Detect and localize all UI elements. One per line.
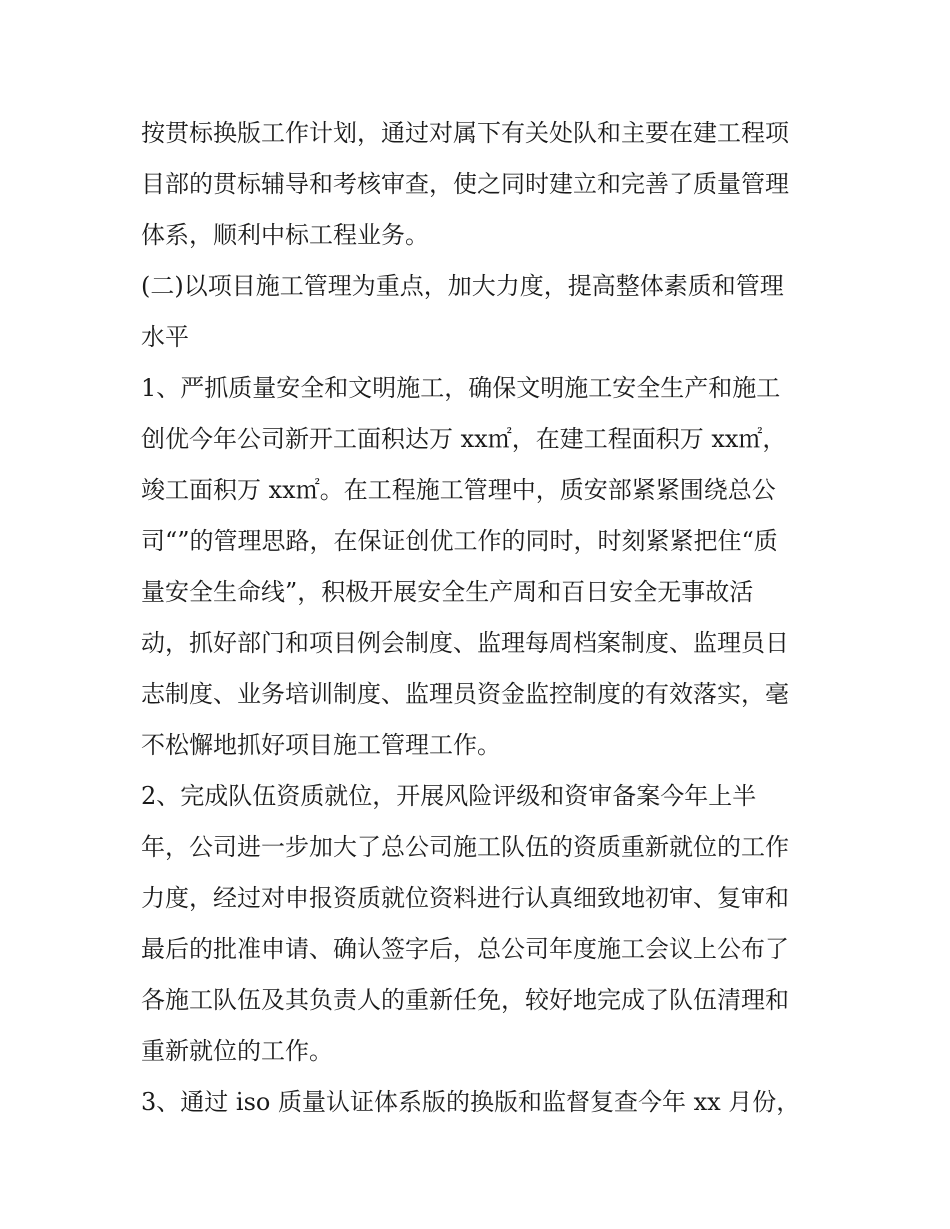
text-line: 不松懈地抓好项目施工管理工作。 [141, 731, 501, 759]
text-line: 1、严抓质量安全和文明施工，确保文明施工安全生产和施工 [141, 374, 781, 402]
text-line: 重新就位的工作。 [141, 1037, 333, 1065]
text-line: 量安全生命线”，积极开展安全生产周和百日安全无事故活 [141, 578, 754, 606]
text-line: 3、通过 iso 质量认证体系版的换版和监督复查今年 xx 月份， [141, 1088, 801, 1116]
section-heading-line: (二)以项目施工管理为重点，加大力度，提高整体素质和管理 [141, 272, 784, 300]
text-line: 司“”的管理思路，在保证创优工作的同时，时刻紧紧把住“质 [141, 527, 778, 555]
text-line: 创优今年公司新开工面积达万 xx㎡，在建工程面积万 xx㎡， [141, 425, 787, 453]
text-line: 力度，经过对申报资质就位资料进行认真细致地初审、复审和 [141, 884, 789, 912]
section-heading-line: 水平 [141, 323, 189, 351]
text-line: 志制度、业务培训制度、监理员资金监控制度的有效落实，毫 [141, 680, 789, 708]
text-line: 动，抓好部门和项目例会制度、监理每周档案制度、监理员日 [141, 629, 789, 657]
document-body [141, 108, 821, 1128]
text-line: 最后的批准申请、确认签字后，总公司年度施工会议上公布了 [141, 935, 789, 963]
text-line: 目部的贯标辅导和考核审查，使之同时建立和完善了质量管理 [141, 170, 789, 198]
text-line: 竣工面积万 xx㎡。在工程施工管理中，质安部紧紧围绕总公 [141, 476, 776, 504]
text-line: 年，公司进一步加大了总公司施工队伍的资质重新就位的工作 [141, 833, 789, 861]
text-line: 按贯标换版工作计划，通过对属下有关处队和主要在建工程项 [141, 119, 789, 147]
text-line: 体系，顺利中标工程业务。 [141, 221, 429, 249]
text-line: 各施工队伍及其负责人的重新任免，较好地完成了队伍清理和 [141, 986, 789, 1014]
text-line: 2、完成队伍资质就位，开展风险评级和资审备案今年上半 [141, 782, 757, 810]
